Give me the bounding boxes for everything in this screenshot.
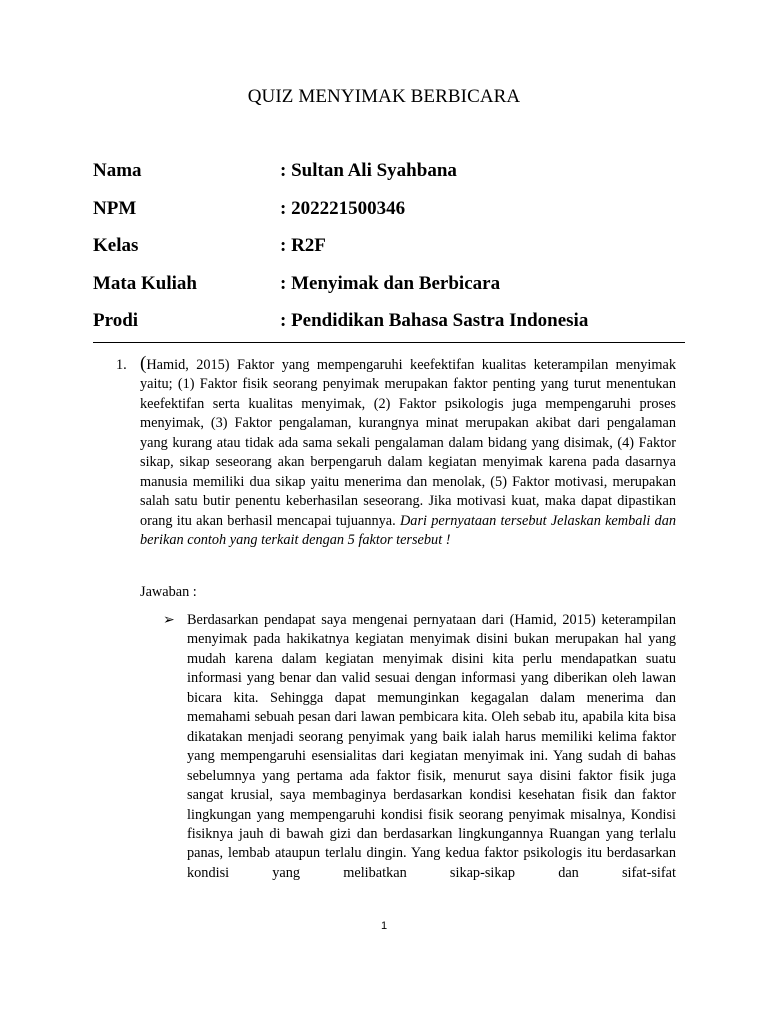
info-label: Nama — [93, 160, 142, 181]
info-value: : 202221500346 — [280, 197, 406, 219]
answer-text: Berdasarkan pendapat saya mengenai pernyataan dari (Hamid, 2015) keterampilan menyimak pada hakikatnya kegiatan menyimak disini bukan merupakan hal yang mudah karena dalam kegiatan menyimak disini kita perlu mendapatkan suatu informasi yang benar dan valid sesuai dengan informasi yang diberikan oleh lawan bicara kita. Sehingga dapat memunginkan kegagalan dalam menerima dan memahami sebuah pesan dari lawan pembicara kita. Oleh sebab itu, apabila kita bisa dikatakan menjadi seorang penyimak yang baik ialah harus memiliki kelima faktor yang mempengaruhi esensialitas dari kegiatan menyimak ini. Yang sudah di bahas sebelumnya yang pertama ada faktor fisik, menurut saya disini faktor fisik juga sangat krusial, saya membaginya berdasarkan kondisi kesehatan fisik dan faktor lingkungan yang mempengaruhi kondisi fisik seorang penyimak misalnya, Kondisi fisiknya jauh di bawah gizi dan berdasarkan lingkungannya Ruangan yang terlalu panas, lembab ataupun terlalu dingin. Yang kedua faktor psikologis itu berdasarkan kondisi yang melibatkan sikap-sikap dan sifat-sifat — [187, 612, 676, 881]
answer-item — [163, 611, 676, 883]
info-row-kelas — [93, 235, 685, 273]
horizontal-rule — [93, 342, 685, 343]
question-body: Hamid, 2015) Faktor yang mempengaruhi keefektifan kualitas keterampilan menyimak yaitu; (1) Faktor fisik seorang penyimak merupakan faktor penting yang turut menentukan keefektifan serta kualitas menyimak, (2) Faktor psikologis juga mempengaruhi proses menyimak, (3) Faktor pengalaman, kurangnya minat merupakan akibat dari pengalaman yang kurang atau tidak ada sama sekali pengalaman dalam bidang yang disimak, (4) Faktor sikap, sikap seseorang akan berpengaruh dalam kegiatan menyimak karena pada dasarnya manusia memiliki dua sikap yaitu menerima dan menolak, (5) Faktor motivasi, merupakan salah satu butir penentu keberhasilan seseorang. Jika motivasi kuat, maka dapat dipastikan orang itu akan berhasil mencapai tujuannya. — [140, 357, 676, 529]
info-row-mata-kuliah — [93, 273, 685, 311]
info-label: Kelas — [93, 235, 139, 257]
question-number: 1. — [116, 357, 127, 373]
info-row-npm — [93, 198, 685, 236]
arrow-bullet-icon: ➢ — [163, 613, 175, 628]
info-label: Prodi — [93, 310, 139, 332]
info-value: : Menyimak dan Berbicara — [280, 272, 501, 294]
student-info — [93, 160, 685, 348]
page-title: QUIZ MENYIMAK BERBICARA — [247, 86, 521, 107]
open-paren: ( — [140, 353, 147, 374]
info-label: Mata Kuliah — [93, 272, 197, 294]
page-number: 1 — [380, 920, 388, 932]
info-value: : Pendidikan Bahasa Sastra Indonesia — [280, 310, 589, 332]
info-label: NPM — [93, 197, 137, 219]
info-value: : Sultan Ali Syahbana — [280, 160, 457, 181]
question-text — [140, 353, 676, 551]
answer-label: Jawaban : — [140, 584, 197, 600]
info-row-nama — [93, 160, 685, 198]
question-1 — [116, 353, 676, 551]
question-instruction: Dari pernyataan tersebut Jelaskan kembali dan berikan contoh yang terkait dengan 5 faktor tersebut ! — [140, 512, 676, 549]
info-value: : R2F — [280, 235, 326, 257]
